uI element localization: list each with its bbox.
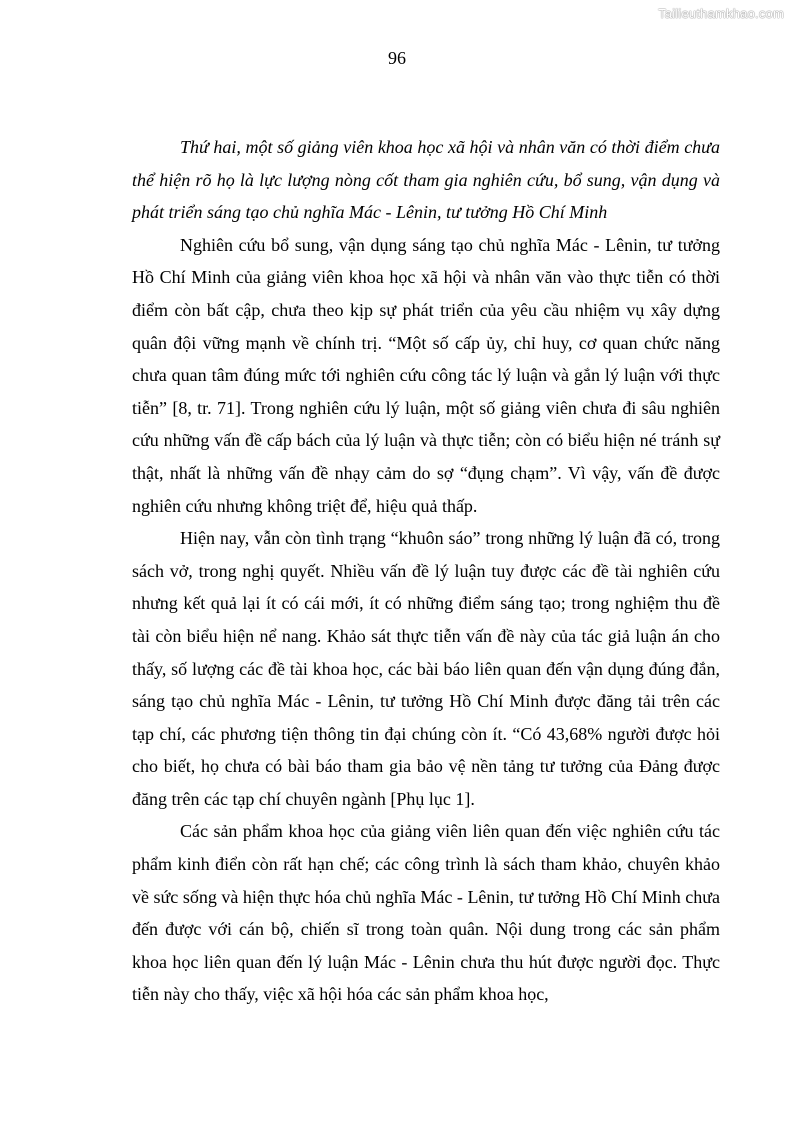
watermark-text: Tailieuthamkhao.com: [658, 6, 784, 21]
paragraph-2: Hiện nay, vẫn còn tình trạng “khuôn sáo” trong những lý luận đã có, trong sách vở, trong nghị quyết. Nhiều vấn đề lý luận tuy được các đề tài nghiên cứu nhưng kết quả lại ít có cái mới, ít có những điểm sáng tạo; trong nghiệm thu đề tài còn biểu hiện nể nang. Khảo sát thực tiễn vấn đề này của tác giả luận án cho thấy, số lượng các đề tài khoa học, các bài báo liên quan đến vận dụng đúng đắn, sáng tạo chủ nghĩa Mác - Lênin, tư tưởng Hồ Chí Minh được đăng tải trên các tạp chí, các phương tiện thông tin đại chúng còn ít. “Có 43,68% người được hỏi cho biết, họ chưa có bài báo tham gia bảo vệ nền tảng tư tưởng của Đảng được đăng trên các tạp chí chuyên ngành [Phụ lục 1].: [132, 528, 720, 809]
paragraph-1: Nghiên cứu bổ sung, vận dụng sáng tạo chủ nghĩa Mác - Lênin, tư tưởng Hồ Chí Minh của giảng viên khoa học xã hội và nhân văn vào thực tiễn có thời điểm còn bất cập, chưa theo kịp sự phát triển của yêu cầu nhiệm vụ xây dựng quân đội vững mạnh về chính trị. “Một số cấp ủy, chỉ huy, cơ quan chức năng chưa quan tâm đúng mức tới nghiên cứu công tác lý luận và gắn lý luận với thực tiễn” [8, tr. 71]. Trong nghiên cứu lý luận, một số giảng viên chưa đi sâu nghiên cứu những vấn đề cấp bách của lý luận và thực tiễn; còn có biểu hiện né tránh sự thật, nhất là những vấn đề nhạy cảm do sợ “đụng chạm”. Vì vậy, vấn đề được nghiên cứu nhưng không triệt để, hiệu quả thấp.: [132, 234, 720, 516]
section-heading: Thứ hai, một số giảng viên khoa học xã hội và nhân văn có thời điểm chưa thể hiện rõ họ là lực lượng nòng cốt tham gia nghiên cứu, bổ sung, vận dụng và phát triển sáng tạo chủ nghĩa Mác - Lênin, tư tưởng Hồ Chí Minh: [132, 137, 720, 223]
document-body: [132, 131, 720, 1011]
page-number: 96: [388, 48, 406, 68]
paragraph-3: Các sản phẩm khoa học của giảng viên liên quan đến việc nghiên cứu tác phẩm kinh điển còn rất hạn chế; các công trình là sách tham khảo, chuyên khảo về sức sống và hiện thực hóa chủ nghĩa Mác - Lênin, tư tưởng Hồ Chí Minh chưa đến được với cán bộ, chiến sĩ trong toàn quân. Nội dung trong các sản phẩm khoa học liên quan đến lý luận Mác - Lênin chưa thu hút được người đọc. Thực tiễn này cho thấy, việc xã hội hóa các sản phẩm khoa học,: [132, 821, 720, 1005]
